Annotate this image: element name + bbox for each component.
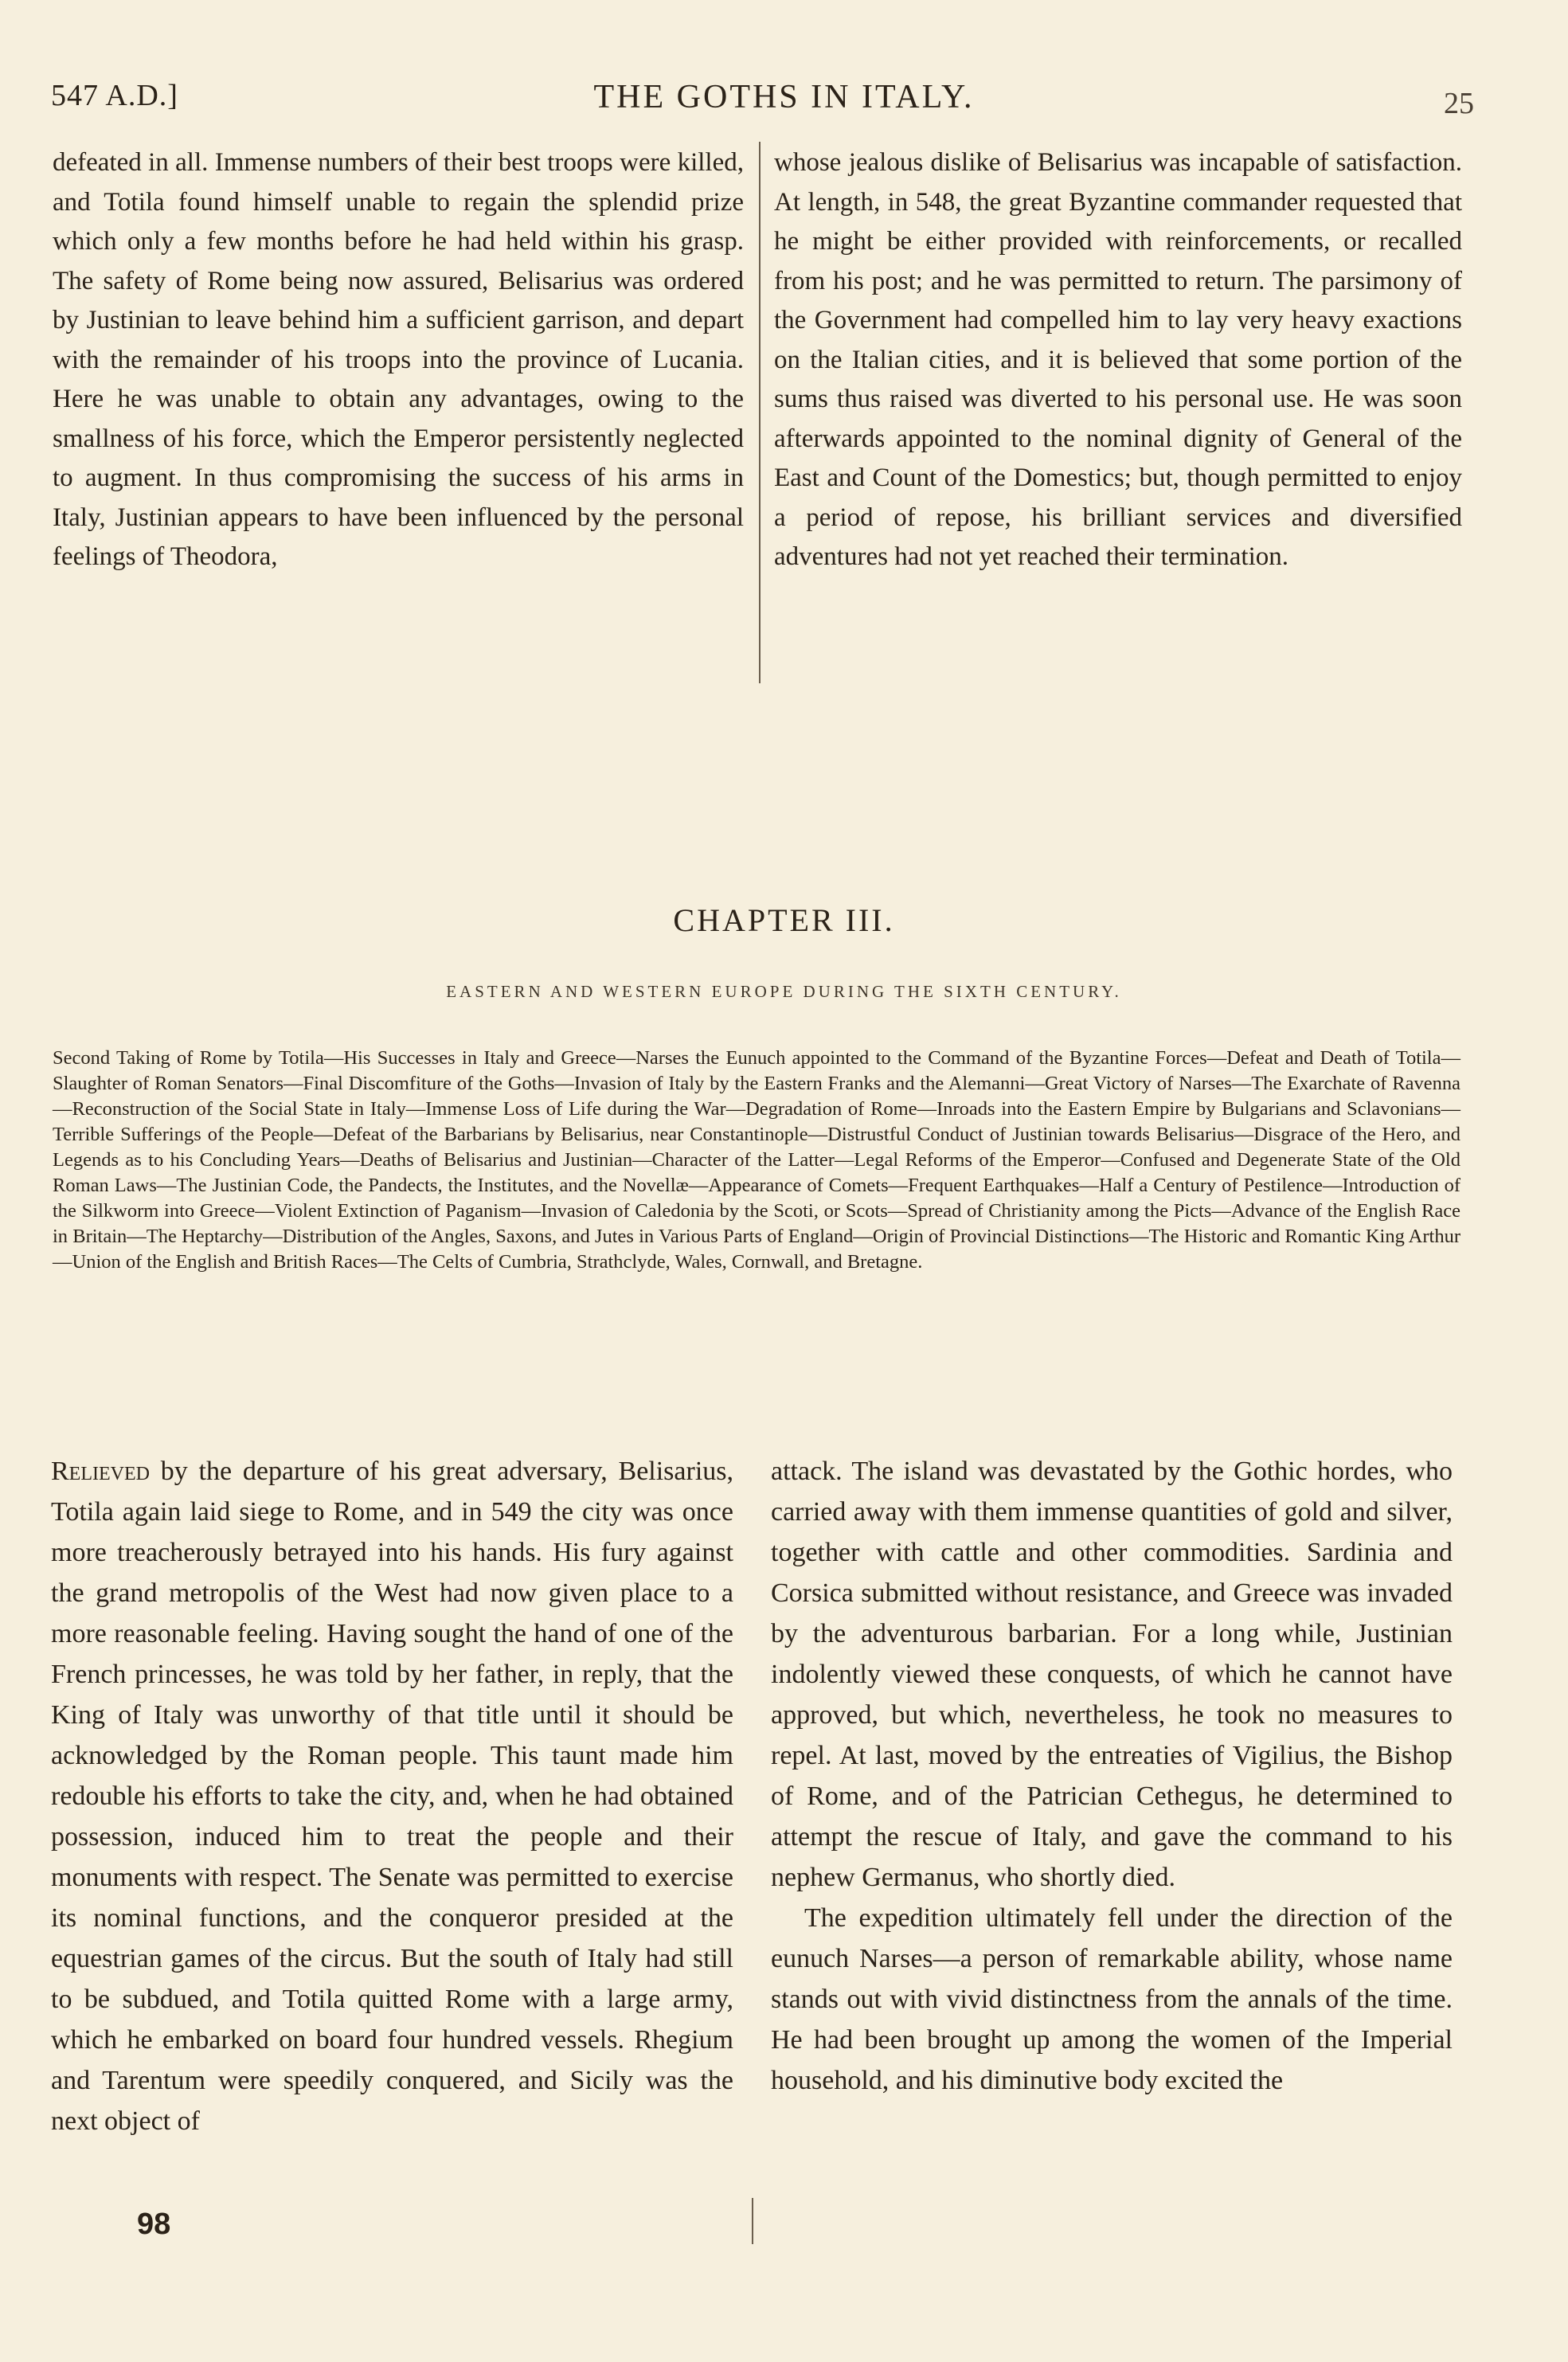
header-page-number: 25	[1444, 87, 1474, 120]
column-divider-top	[759, 142, 761, 683]
top-right-paragraph: whose jealous dislike of Belisarius was incapable of satisfaction. At length, in 548, the great Byzantine commander requested that he might be either provided with reinforcements, or recalled from his post; and he was permitted to return. The parsimony of the Government had compelled him to lay very heavy exactions on the Italian cities, and it is believed that some portion of the sums thus raised was diverted to his personal use. He was soon afterwards appointed to the nominal dignity of General of the East and Count of the Domestics; but, though permitted to enjoy a period of repose, his brilliant services and diversified adventures had not yet reached their termination.	[774, 148, 1462, 571]
bottom-right-column	[771, 1451, 1453, 2101]
running-header	[0, 78, 1568, 126]
header-title: THE GOTHS IN ITALY.	[593, 79, 975, 115]
header-date: 547 A.D.]	[51, 79, 178, 112]
top-right-column	[774, 143, 1462, 577]
synopsis-text: Second Taking of Rome by Totila—His Successes in Italy and Greece—Narses the Eunuch appointed to the Command of the Byzantine Forces—Defeat and Death of Totila—Slaughter of Roman Senators—Final Discomfiture of the Goths—Invasion of Italy by the Eastern Franks and the Alemanni—Great Victory of Narses—The Exarchate of Ravenna—Reconstruction of the Social State in Italy—Immense Loss of Life during the War—Degradation of Rome—Inroads into the Eastern Empire by Bulgarians and Sclavonians—Terrible Sufferings of the People—Defeat of the Barbarians by Belisarius, near Constantinople—Distrustful Conduct of Justinian towards Belisarius—Disgrace of the Hero, and Legends as to his Concluding Years—Deaths of Belisarius and Justinian—Character of the Latter—Legal Reforms of the Emperor—Confused and Degenerate State of the Old Roman Laws—The Justinian Code, the Pandects, the Institutes, and the Novellæ—Appearance of Comets—Frequent Earthquakes—Half a Century of Pestilence—Introduction of the Silkworm into Greece—Violent Extinction of Paganism—Invasion of Caledonia by the Scoti, or Scots—Spread of Christianity among the Picts—Advance of the English Race in Britain—The Heptarchy—Distribution of the Angles, Saxons, and Jutes in Various Parts of England—Origin of Provincial Distinctions—The Historic and Romantic King Arthur—Union of the English and British Races—The Celts of Cumbria, Strathclyde, Wales, Cornwall, and Bretagne.	[53, 1047, 1460, 1273]
chapter-title: CHAPTER III.	[673, 902, 895, 938]
bottom-left-paragraph	[51, 1451, 733, 2141]
bottom-left-text: by the departure of his great adversary, Belisarius, Totila again laid siege to Rome, and in 549 the city was once more treacherously betrayed into his hands. His fury against the grand metropolis of the West had now given place to a more reasonable feeling. Having sought the hand of one of the French princesses, he was told by her father, in reply, that the King of Italy was unworthy of that title until it should be acknowledged by the Roman people. This taunt made him redouble his efforts to take the city, and, when he had obtained possession, induced him to treat the people and their monuments with respect. The Senate was permitted to exercise its nominal functions, and the conqueror presided at the equestrian games of the circus. But the south of Italy had still to be subdued, and Totila quitted Rome with a large army, which he embarked on board four hundred vessels. Rhegium and Tarentum were speedily conquered, and Sicily was the next object of	[51, 1457, 733, 2136]
chapter-synopsis	[53, 1046, 1460, 1275]
bottom-right-paragraph-1: attack. The island was devastated by the Gothic hordes, who carried away with them immense quantities of gold and silver, together with cattle and other commodities. Sardinia and Corsica submitted without resistance, and Greece was invaded by the adventurous barbarian. For a long while, Justinian indolently viewed these conquests, of which he cannot have approved, but which, nevertheless, he took no measures to repel. At last, moved by the entreaties of Vigilius, the Bishop of Rome, and of the Patrician Cethegus, he determined to attempt the rescue of Italy, and gave the command to his nephew Germanus, who shortly died.	[771, 1457, 1453, 1892]
bottom-left-column	[51, 1451, 733, 2141]
chapter-subtitle: EASTERN AND WESTERN EUROPE DURING THE SIXTH CENTURY.	[446, 982, 1122, 1001]
column-divider-bottom	[752, 2198, 753, 2244]
lead-word: Relieved	[51, 1457, 150, 1486]
top-left-paragraph: defeated in all. Immense numbers of their best troops were killed, and Totila found himself unable to regain the splendid prize which only a few months before he had held within his grasp. The safety of Rome being now assured, Belisarius was ordered by Justinian to leave behind him a sufficient garrison, and depart with the remainder of his troops into the province of Lucania. Here he was unable to obtain any advantages, owing to the smallness of his force, which the Emperor persistently neglected to augment. In thus compromising the success of his arms in Italy, Justinian appears to have been influenced by the personal feelings of Theodora,	[53, 148, 744, 571]
folio-number: 98	[137, 2208, 171, 2241]
bottom-right-paragraph-2: The expedition ultimately fell under the direction of the eunuch Narses—a person of remarkable ability, whose name stands out with vivid distinctness from the annals of the time. He had been brought up among the women of the Imperial household, and his diminutive body excited the	[771, 1903, 1453, 2095]
top-left-column	[53, 143, 744, 577]
